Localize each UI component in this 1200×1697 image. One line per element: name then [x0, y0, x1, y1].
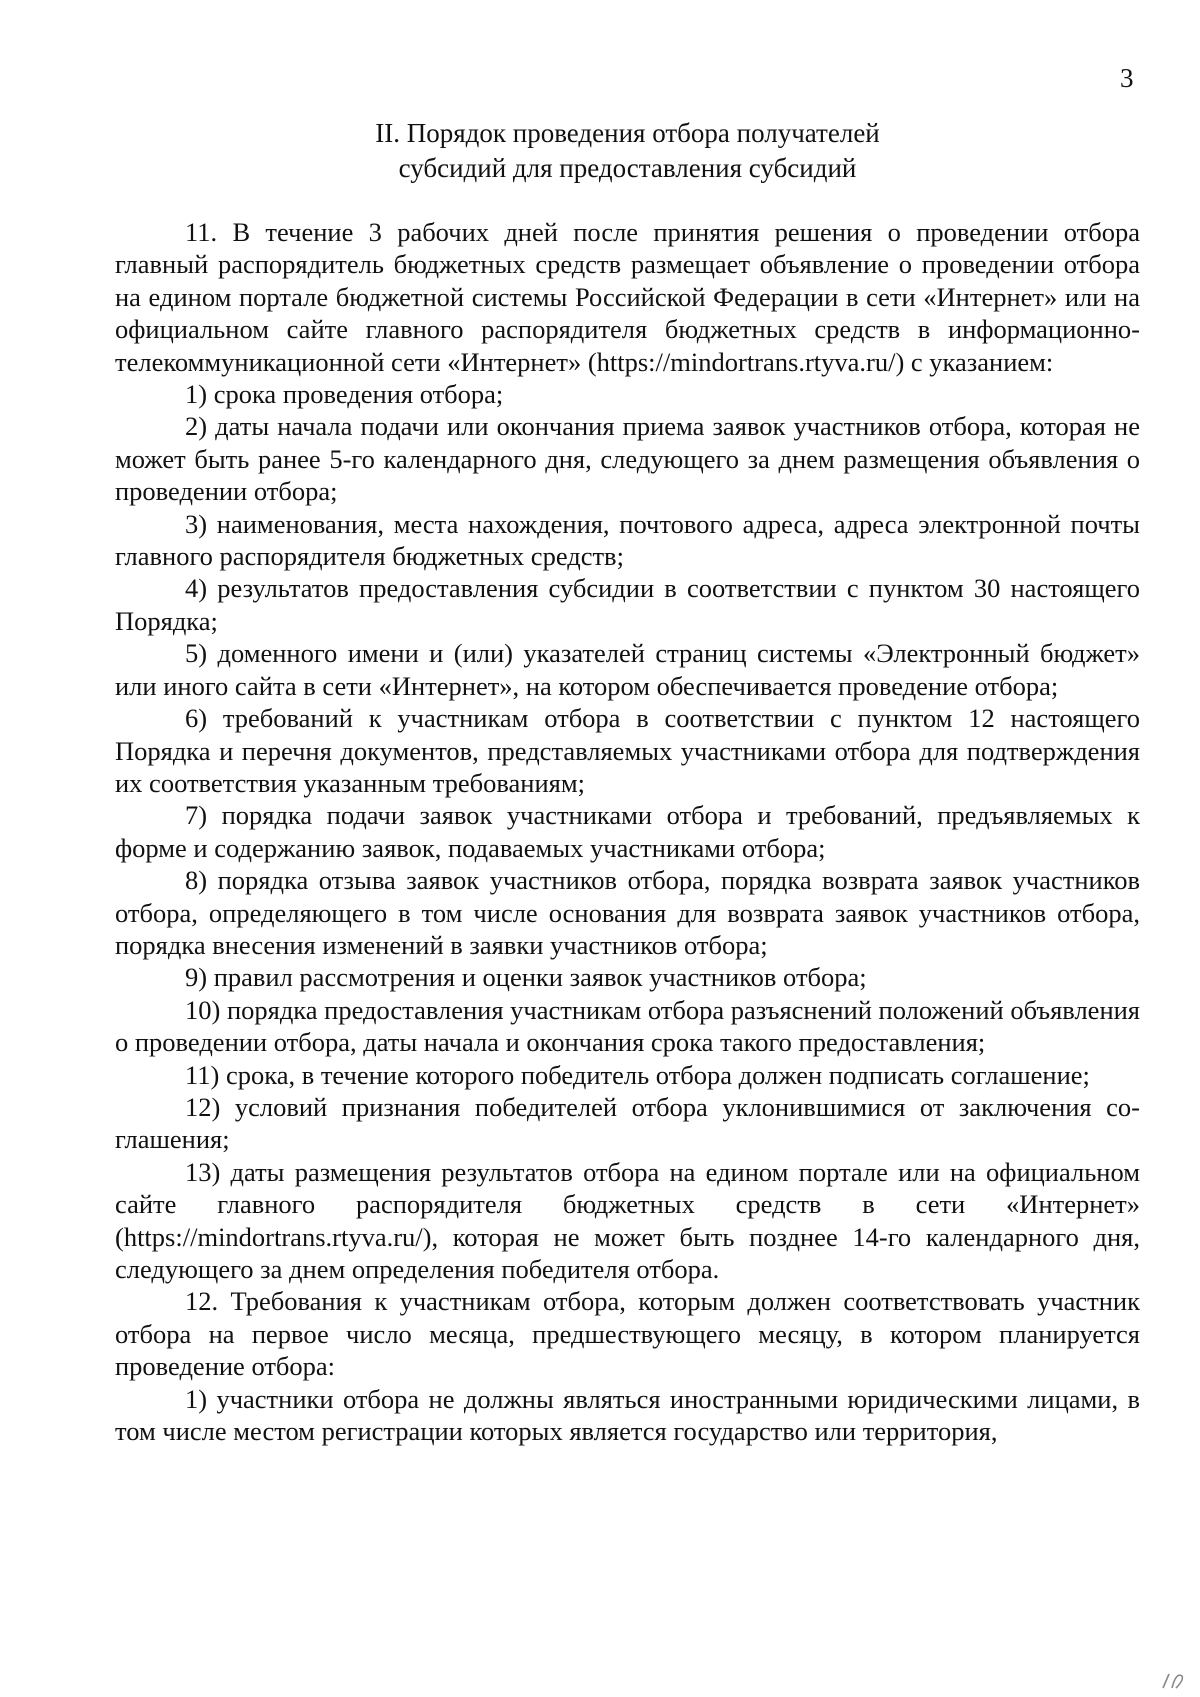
list-item-10: 10) порядка предоставления участникам отбора разъяснений положений объявления о проведении отбора, даты начала и окончания срока такого предоставления;: [115, 994, 1140, 1058]
list-item-6: 6) требований к участникам отбора в соответствии с пунктом 12 настоящего Порядка и перечня документов, представляемых участниками отбора для подтверждения их соответствия указанным требованиям;: [115, 703, 1140, 798]
section-heading-line-1: II. Порядок проведения отбора получателей: [375, 118, 880, 148]
list-item-4: 4) результатов предоставления субсидии в соответствии с пунктом 30 настоящего Порядка;: [115, 573, 1140, 636]
list-item-3: 3) наименования, места нахождения, почтового адреса, адреса электронной почты главного распорядителя бюджетных средств;: [115, 508, 1140, 572]
document-body: [115, 216, 1140, 1447]
list-item-12-1: 1) участники отбора не должны являться иностранными юридическими лицами, в том числе местом регистрации которых является государство или территория,: [115, 1383, 1140, 1447]
section-heading: [115, 116, 1140, 186]
paragraph-11-intro: 11. В течение 3 рабочих дней после принятия решения о проведении отбора главный распорядитель бюджетных средств размещает объявление о проведении отбора на едином портале бюджетной системы Российской Федерации в сети «Интернет» или на официальном сайте главного распорядителя бюджетных средств в информационно-телекоммуникационной сети «Интернет» (https://mindortrans.rtyva.ru/) с указанием:: [115, 217, 1140, 377]
list-item-11: 11) срока, в течение которого победитель отбора должен подписать соглашение;: [185, 1059, 1090, 1090]
section-heading-line-2: субсидий для предоставления субсидий: [398, 153, 857, 183]
list-item-1: 1) срока проведения отбора;: [185, 379, 504, 410]
list-item-5: 5) доменного имени и (или) указателей страниц системы «Электронный бюджет» или иного сайта в сети «Интернет», на котором обеспечивается проведение отбора;: [115, 638, 1140, 701]
list-item-7: 7) порядка подачи заявок участниками отбора и требований, предъявляемых к форме и содержанию заявок, подаваемых участниками отбора;: [115, 800, 1140, 863]
list-item-13: 13) даты размещения результатов отбора на едином портале или на официальном сайте главного распорядителя бюджетных средств в сети «Интернет» (https://mindortrans.rtyva.ru/), которая не может быть позднее 14-го календарного дня, следующего за днем определения победителя отбора.: [115, 1156, 1140, 1284]
list-item-9: 9) правил рассмотрения и оценки заявок участников отбора;: [185, 962, 867, 993]
paragraph-12-intro: 12. Требования к участникам отбора, которым должен соответствовать участник отбора на первое число месяца, предшествующего месяцу, в котором планируется проведение отбора:: [115, 1286, 1140, 1382]
handwritten-mark: [1160, 1668, 1190, 1692]
list-item-8: 8) порядка отзыва заявок участников отбора, порядка возврата заявок участников отбора, определяющего в том числе основания для возврата заявок участников отбора, порядка внесения изменений в заявки участников отбора;: [115, 865, 1140, 960]
page-number: 3: [1120, 63, 1134, 93]
list-item-2: 2) даты начала подачи или окончания приема заявок участников отбора, которая не может быть ранее 5-го календарного дня, следующего за днем размещения объявления о проведении отбора;: [115, 411, 1140, 507]
list-item-12: 12) условий признания победителей отбора уклонившимися от заключения соглашения;: [115, 1091, 1140, 1155]
